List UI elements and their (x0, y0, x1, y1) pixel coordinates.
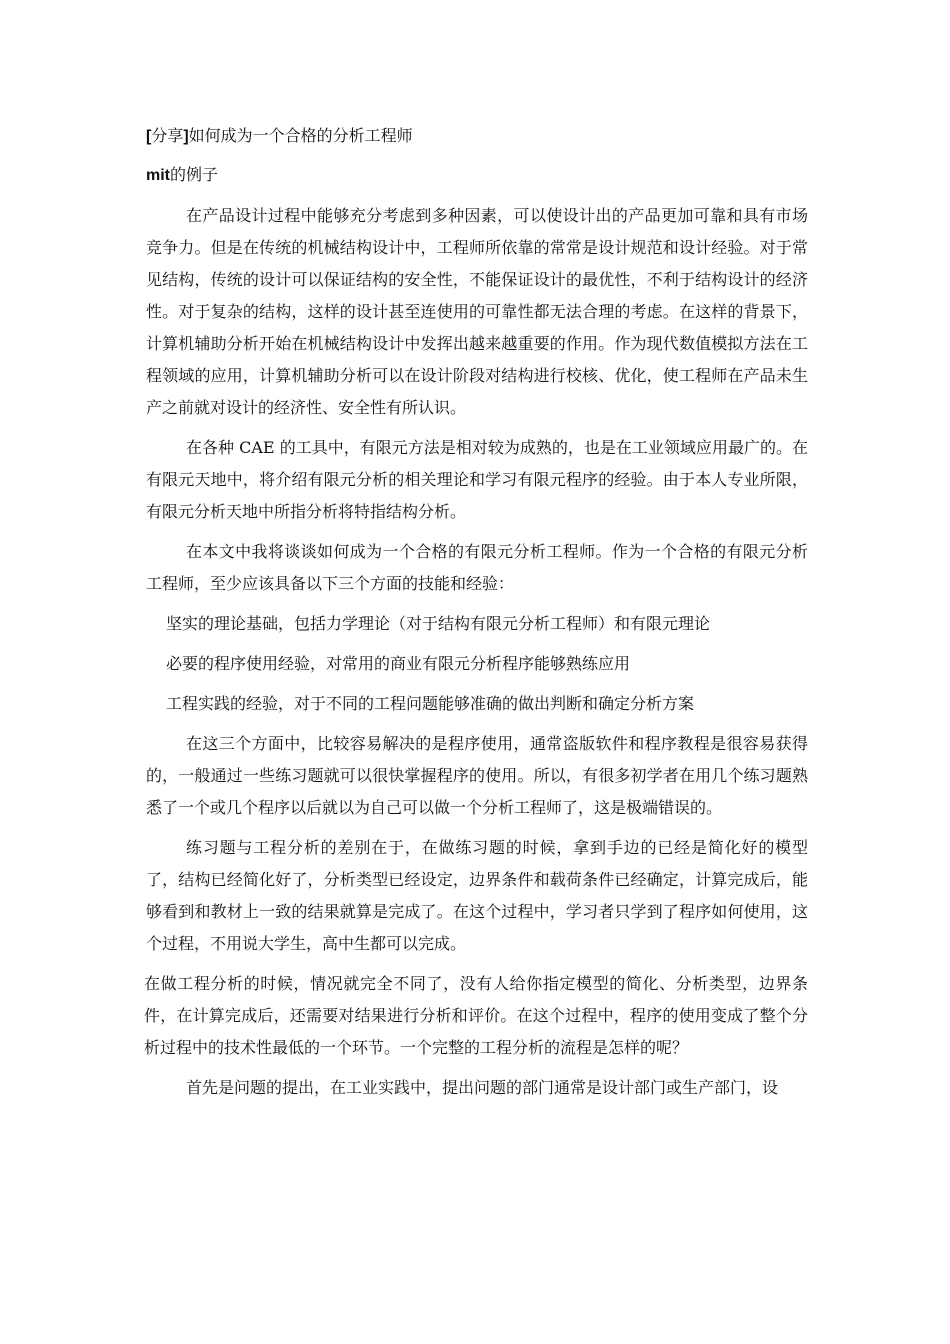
document-body (146, 200, 808, 1112)
title-bracket-open: [ (146, 128, 152, 145)
paragraph-7: 首先是问题的提出，在工业实践中，提出问题的部门通常是设计部门或生产部门，设 (186, 1078, 779, 1097)
paragraph-6: 在做工程分析的时候，情况就完全不同了，没有人给你指定模型的简化、分析类型，边界条件，在计算完成后，还需要对结果进行分析和评价。在这个过程中，程序的使用变成了整个分析过程中的技术性最低的一个环节。一个完整的工程分析的流程是怎样的呢？ (144, 974, 808, 1057)
list-item-2: 必要的程序使用经验，对常用的商业有限元分析程序能够熟练应用 (166, 654, 631, 673)
title-text: 如何成为一个合格的分析工程师 (188, 126, 413, 145)
title-tag: 分享 (151, 126, 184, 145)
subtitle-latin: mit (146, 167, 170, 184)
list-item-1: 坚实的理论基础，包括力学理论（对于结构有限元分析工程师）和有限元理论 (166, 614, 711, 633)
paragraph-4: 在这三个方面中，比较容易解决的是程序使用，通常盗版软件和程序教程是很容易获得的，一般通过一些练习题就可以很快掌握程序的使用。所以，有很多初学者在用几个练习题熟悉了一个或几个程序以后就以为自己可以做一个分析工程师了，这是极端错误的。 (146, 734, 808, 817)
paragraph-1: 在产品设计过程中能够充分考虑到多种因素，可以使设计出的产品更加可靠和具有市场竞争力。但是在传统的机械结构设计中，工程师所依靠的常常是设计规范和设计经验。对于常见结构，传统的设计可以保证结构的安全性，不能保证设计的最优性，不利于结构设计的经济性。对于复杂的结构，这样的设计甚至连使用的可靠性都无法合理的考虑。在这样的背景下，计算机辅助分析开始在机械结构设计中发挥出越来越重要的作用。作为现代数值模拟方法在工程领域的应用，计算机辅助分析可以在设计阶段对结构进行校核、优化，使工程师在产品未生产之前就对设计的经济性、安全性有所认识。 (146, 206, 808, 417)
document-title (146, 124, 413, 149)
paragraph-3: 在本文中我将谈谈如何成为一个合格的有限元分析工程师。作为一个合格的有限元分析工程师，至少应该具备以下三个方面的技能和经验： (146, 542, 808, 593)
paragraph-5: 练习题与工程分析的差别在于，在做练习题的时候，拿到手边的已经是简化好的模型了，结构已经简化好了，分析类型已经设定，边界条件和载荷条件已经确定，计算完成后，能够看到和教材上一致的结果就算是完成了。在这个过程中，学习者只学到了程序如何使用，这个过程，不用说大学生，高中生都可以完成。 (146, 838, 808, 953)
title-bracket-close: ] (183, 128, 189, 145)
list-item-3: 工程实践的经验，对于不同的工程问题能够准确的做出判断和确定分析方案 (166, 694, 695, 713)
paragraph-2: 在各种 CAE 的工具中，有限元方法是相对较为成熟的，也是在工业领域应用最广的。在有限元天地中，将介绍有限元分析的相关理论和学习有限元程序的经验。由于本人专业所限，有限元分析天地中所指分析将特指结构分析。 (146, 438, 808, 521)
subtitle-text: 的例子 (170, 165, 219, 184)
document-subtitle (146, 163, 218, 188)
